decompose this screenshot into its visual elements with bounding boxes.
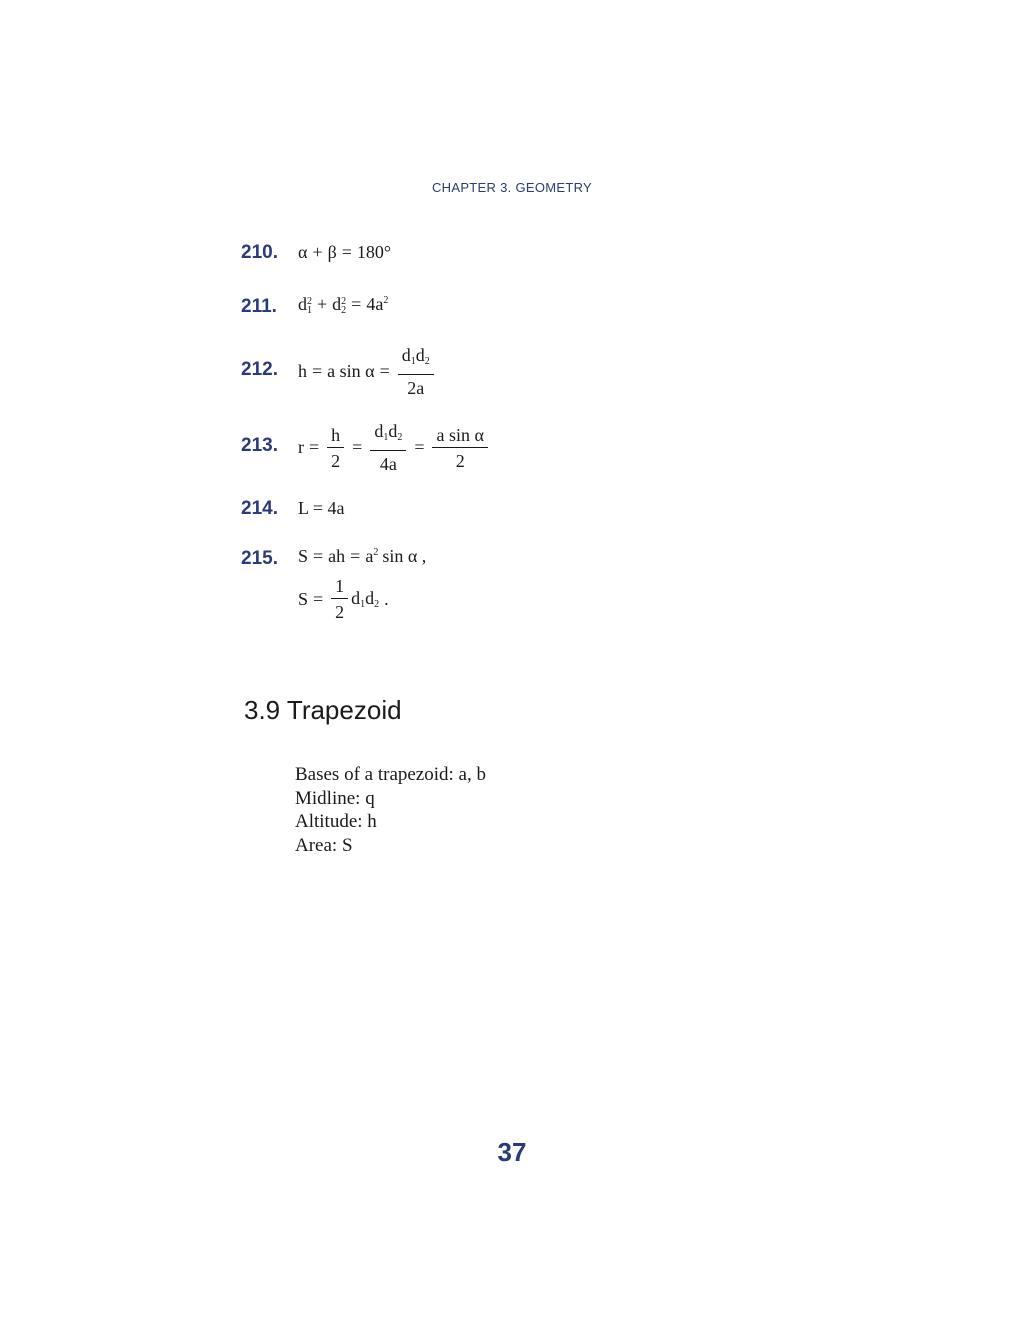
chapter-header: CHAPTER 3. GEOMETRY [431, 180, 593, 195]
equals-sign: = [313, 588, 324, 609]
numerator: h [327, 425, 344, 448]
formula-number-214: 214. [241, 498, 278, 519]
formula-middle: ah [328, 546, 346, 566]
formula-number-215: 215. [241, 548, 278, 569]
formula-rhs: $4a^2$ [366, 294, 389, 314]
numerator: 1 [331, 576, 348, 599]
section-title: 3.9 Trapezoid [244, 695, 402, 725]
formula-213 [298, 421, 491, 474]
formula-212 [298, 345, 437, 398]
formula-214: L = 4a [298, 498, 345, 518]
diagonal-2: d 2 2 [332, 294, 347, 316]
equals-sign: = [414, 437, 425, 457]
inradius-symbol: r [298, 437, 304, 457]
formula-middle: a sin α [327, 361, 375, 381]
equals-sign: = [341, 242, 352, 262]
notation-item: Area: S [295, 834, 353, 856]
fraction-3 [432, 425, 487, 471]
plus-sign: + [317, 294, 328, 314]
denominator: 2 [335, 602, 345, 622]
formula-number-211: 211. [241, 296, 277, 317]
alpha-symbol: α [298, 242, 308, 262]
fraction [398, 345, 434, 398]
equals-sign: = [351, 294, 362, 314]
formula-rhs: 180° [356, 242, 392, 262]
notation-item: Altitude: h [295, 811, 377, 832]
formula-rhs: sin α , [382, 546, 427, 566]
diagonals-product: $d_1d_2$ [351, 588, 380, 610]
formula-211 [298, 294, 388, 315]
equals-sign: = [350, 546, 361, 566]
fraction [331, 576, 348, 622]
diagonal-1: d 2 1 [298, 294, 312, 316]
equals-sign: = [313, 546, 324, 566]
denominator: 2 [331, 450, 341, 471]
area-symbol: S [298, 588, 309, 609]
notation-item: Bases of a trapezoid: a, b [295, 764, 486, 785]
notation-item: Midline: q [295, 787, 375, 809]
fraction-2 [370, 421, 406, 474]
formula-number-210: 210. [241, 242, 278, 263]
formula-215-line-2 [298, 576, 389, 622]
formula-210 [298, 242, 391, 263]
formula-215-line-1 [298, 546, 426, 567]
equals-sign: = [312, 361, 323, 381]
formula-number-213: 213. [241, 435, 278, 456]
denominator: 2 [455, 450, 465, 471]
denominator: 2a [407, 378, 425, 398]
equals-sign: = [309, 437, 320, 457]
notation-list [295, 763, 486, 857]
side-squared: $a^2$ [365, 546, 379, 566]
numerator: $d_1d_2$ [370, 421, 406, 451]
beta-symbol: β [327, 242, 337, 262]
area-symbol: S [298, 546, 309, 566]
formula-number-212: 212. [241, 359, 278, 380]
equals-sign: = [379, 361, 390, 381]
page-number: 37 [497, 1137, 527, 1167]
denominator: 4a [379, 454, 397, 474]
plus-sign: + [312, 242, 323, 262]
equals-sign: = [352, 437, 363, 457]
numerator: a sin α [432, 425, 487, 448]
numerator: $d_1d_2$ [398, 345, 434, 375]
period: . [384, 588, 389, 609]
altitude-symbol: h [298, 361, 307, 381]
fraction-1 [327, 425, 344, 471]
